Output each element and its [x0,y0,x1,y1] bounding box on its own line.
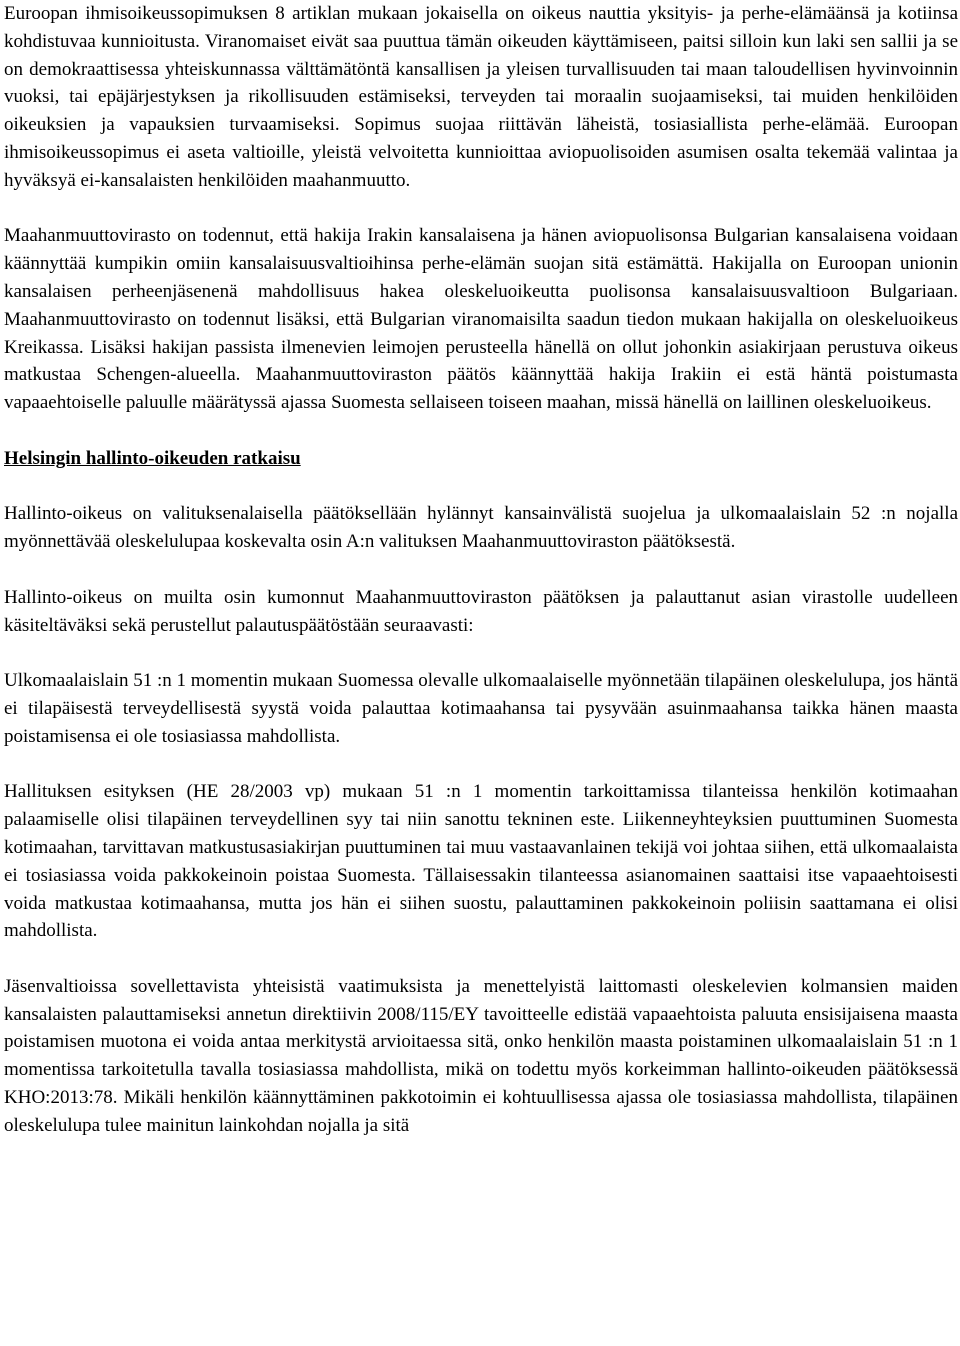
paragraph-gap [4,639,958,667]
paragraph-immigration-service: Maahanmuuttovirasto on todennut, että hakija Irakin kansalaisena ja hänen aviopuolisonsa Bulgarian kansalaisena voidaan käännyttää kumpikin omiin kansalaisuusvaltioihinsa perhe-elämän suojan sitä estämättä. Hakijalla on Euroopan unionin kansalaisen perheenjäsenenä mahdollisuus hakea oleskeluoikeutta puolisonsa kansalaisuusvaltioon Bulgariaan. Maahanmuuttovirasto on todennut lisäksi, että Bulgarian viranomaisilta saadun tiedon mukaan hakijalla on oleskeluoikeus Kreikassa. Lisäksi hakijan passista ilmenevien leimojen perusteella hänellä on ollut johonkin asiakirjaan perustuva oikeus matkustaa Schengen-alueella. Maahanmuuttoviraston päätös käännyttää hakija Irakiin ei estä häntä poistumasta vapaaehtoiselle paluulle määrätyssä ajassa Suomesta sellaiseen toiseen maahan, missä hänellä on laillinen oleskeluoikeus. [4,225,958,414]
paragraph-gap [4,945,958,973]
paragraph-court-annulment: Hallinto-oikeus on muilta osin kumonnut Maahanmuuttoviraston päätöksen ja palauttanut asian virastolle uudelleen käsiteltäväksi sekä perustellut palautuspäätöstään seuraavasti: [4,586,958,636]
paragraph-gap [4,751,958,779]
paragraph-court-rejection: Hallinto-oikeus on valituksenalaisella päätöksellään hylännyt kansainvälistä suojelua ja ulkomaalaislain 52 :n nojalla myönnettävää oleskelulupaa koskevalta osin A:n valituksen Maahanmuuttoviraston päätöksestä. [4,503,958,553]
paragraph-gap [4,195,958,223]
paragraph-article-8: Euroopan ihmisoikeussopimuksen 8 artiklan mukaan jokaisella on oikeus nauttia yksityis- ja perhe-elämäänsä ja kotiinsa kohdistuvaa kunnioitusta. Viranomaiset eivät saa puuttua tämän oikeuden käyttämiseen, paitsi silloin kun laki sen sallii ja se on demokraattisessa yhteiskunnassa välttämätöntä kansallisen ja yleisen turvallisuuden tai maan taloudellisen hyvinvoinnin vuoksi, tai epäjärjestyksen ja rikollisuuden estämiseksi, terveyden tai moraalin suojaamiseksi, tai muiden henkilöiden oikeuksien ja vapauksien turvaamiseksi. Sopimus suojaa riittävän läheistä, tosiasiallista perhe-elämää. Euroopan ihmisoikeussopimus ei aseta valtioille, yleistä velvoitetta kunnioittaa aviopuolisoiden asumisen osalta tekemää valintaa ja hyväksyä ei-kansalaisten henkilöiden maahanmuutto. [4,3,958,191]
paragraph-gap [4,473,958,501]
section-heading: Helsingin hallinto-oikeuden ratkaisu [4,447,301,469]
paragraph-return-directive: Jäsenvaltioissa sovellettavista yhteisistä vaatimuksista ja menettelyistä laittomasti oleskelevien kolmansien maiden kansalaisten palauttamiseksi annetun direktiivin 2008/115/EY tavoitteelle edistää vapaaehtoista paluuta ensisijaisena maasta poistamisen muotona ei voida antaa merkitystä arvioitaessa sitä, onko henkilön maasta poistaminen ulkomaalaislain 51 :n 1 momentissa tarkoitetulla tavalla tosiasiassa mahdollista, mikä on todettu myös korkeimman hallinto-oikeuden päätöksessä KHO:2013:78. Mikäli henkilön käännyttäminen pakkotoimin ei kohtuullisessa ajassa ole tosiasiassa mahdollista, tilapäinen oleskelulupa tulee mainitun lainkohdan nojalla ja sitä [4,975,958,1136]
paragraph-gap [4,417,958,445]
paragraph-gap [4,556,958,584]
paragraph-section-51: Ulkomaalaislain 51 :n 1 momentin mukaan Suomessa olevalle ulkomaalaiselle myönnetään tilapäinen oleskelulupa, jos häntä ei tilapäisestä terveydellisestä syystä voida palauttaa kotimaahansa tai pysyvään asuinmaahansa taikka hänen maasta poistamisensa ei ole tosiasiassa mahdollista. [4,670,958,747]
paragraph-government-proposal: Hallituksen esityksen (HE 28/2003 vp) mukaan 51 :n 1 momentin tarkoittamissa tilanteissa henkilön kotimaahan palaamiselle olisi tilapäinen terveydellinen syy tai niin sanottu tekninen este. Liikenneyhteyksien puuttuminen Suomesta kotimaahan, tarvittavan matkustusasiakirjan puuttuminen tai muu vastaavanlainen tekijä voi johtaa siihen, että ulkomaalaista ei tosiasiassa voida pakkokeinoin poistaa Suomesta. Tällaisessakin tilanteessa asianomainen saattaisi itse vapaaehtoisesti voida matkustaa kotimaahansa, mutta jos hän ei siihen suostu, palauttaminen pakkokeinoin poliisin saattamana ei olisi mahdollista. [4,781,958,942]
